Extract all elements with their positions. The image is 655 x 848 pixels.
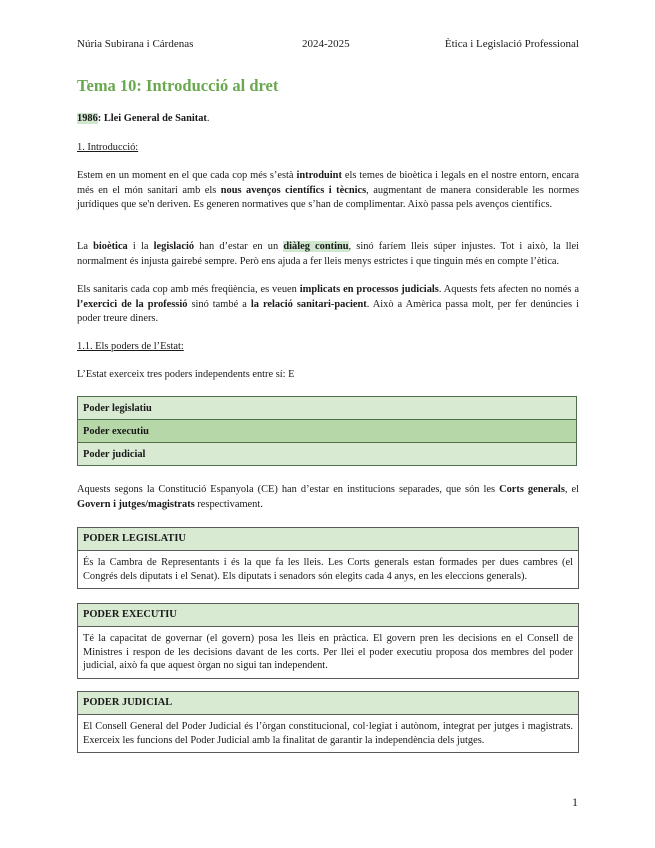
intro-paragraph-3: Els sanitaris cada cop amb més freqüència, es veuen implicats en processos judicials. Aquests fets afecten no només a l’exercici de la professió sinó també a la relació sanitari-pacient. Això a Amèrica passa molt, per fer denúncies i poder treure diners. bbox=[77, 284, 579, 324]
section-1-heading bbox=[77, 141, 579, 156]
power-cell-executive: Poder executiu bbox=[78, 420, 577, 443]
table-row bbox=[78, 397, 577, 420]
table-row bbox=[78, 443, 577, 466]
power-cell-judicial: Poder judicial bbox=[78, 443, 577, 466]
section-1-1-heading-text: 1.1. Els poders de l’Estat: bbox=[77, 341, 184, 352]
box-body: El Consell General del Poder Judicial és l’òrgan constitucional, col·legiat i autònom, integrat per jutges i magistrats. Exerceix les funcions del Poder Judicial amb la finalitat de garantir la independència dels jutges. bbox=[83, 721, 573, 746]
page-title: Tema 10: Introducció al dret bbox=[77, 76, 279, 95]
powers-intro: L’Estat exerceix tres poders independents entre sí: E bbox=[77, 369, 295, 380]
page-number: 1 bbox=[572, 795, 578, 809]
page-header bbox=[77, 38, 579, 52]
law-period: . bbox=[206, 113, 210, 124]
header-year: 2024-2025 bbox=[302, 38, 350, 50]
law-year: 1986 bbox=[77, 113, 98, 124]
powers-table bbox=[77, 396, 577, 466]
intro-paragraph-2: La bioètica i la legislació han d’estar en un diàleg continu, sinó faríem lleis súper injustes. Tot i això, la llei normalment és injusta gairebé sempre. Però ens ajuda a fer lleis menys estrictes i que tinguin més en compte l’ètica. bbox=[77, 241, 580, 267]
intro-paragraph-1: Estem en un moment en el que cada cop més s’està introduint els temes de bioètica i legals en el nostre entorn, encara més en el món sanitari amb els nous avenços científics i tècnics, augmentant de manera considerable les normes jurídiques que se'n deriven. Es generen normatives que s’han de complimentar. Això passa pels avenços científics. bbox=[77, 170, 579, 210]
section-1-heading-text: 1. Introducció: bbox=[77, 142, 139, 153]
box-title: PODER JUDICIAL bbox=[78, 692, 578, 715]
box-body: Té la capacitat de governar (el govern) posa les lleis en pràctica. El govern pren les decisions en el Consell de Ministres i respon de les decisions davant de les corts. Per llei el poder executiu proposa dos membres del poder judicial, això fa que aquest òrgan no sigui tan independent. bbox=[83, 633, 573, 671]
law-name: Llei General de Sanitat bbox=[103, 113, 207, 124]
powers-institutions-paragraph: Aquests segons la Constitució Espanyola (CE) han d’estar en institucions separades, que són les Corts generals, el Govern i jutges/magistrats respectivament. bbox=[77, 484, 580, 510]
power-cell-legislative: Poder legislatiu bbox=[78, 397, 577, 420]
box-body: És la Cambra de Representants i és la que fa les lleis. Les Corts generals estan formades per dues cambres (el Congrés dels diputats i el Senat). Els diputats i senadors són elegits cada 4 anys, en les eleccions generals). bbox=[83, 557, 573, 582]
box-judicial-power bbox=[77, 691, 579, 753]
box-title: PODER EXECUTIU bbox=[78, 604, 578, 627]
header-subject: Ètica i Legislació Professional bbox=[444, 38, 579, 50]
header-author: Núria Subirana i Cárdenas bbox=[77, 38, 194, 50]
law-line: 1986: Llei General de Sanitat. bbox=[77, 113, 210, 124]
box-title: PODER LEGISLATIU bbox=[78, 528, 578, 551]
section-1-1-heading bbox=[77, 340, 579, 355]
table-row bbox=[78, 420, 577, 443]
box-legislative-power bbox=[77, 527, 579, 589]
box-executive-power bbox=[77, 603, 579, 679]
